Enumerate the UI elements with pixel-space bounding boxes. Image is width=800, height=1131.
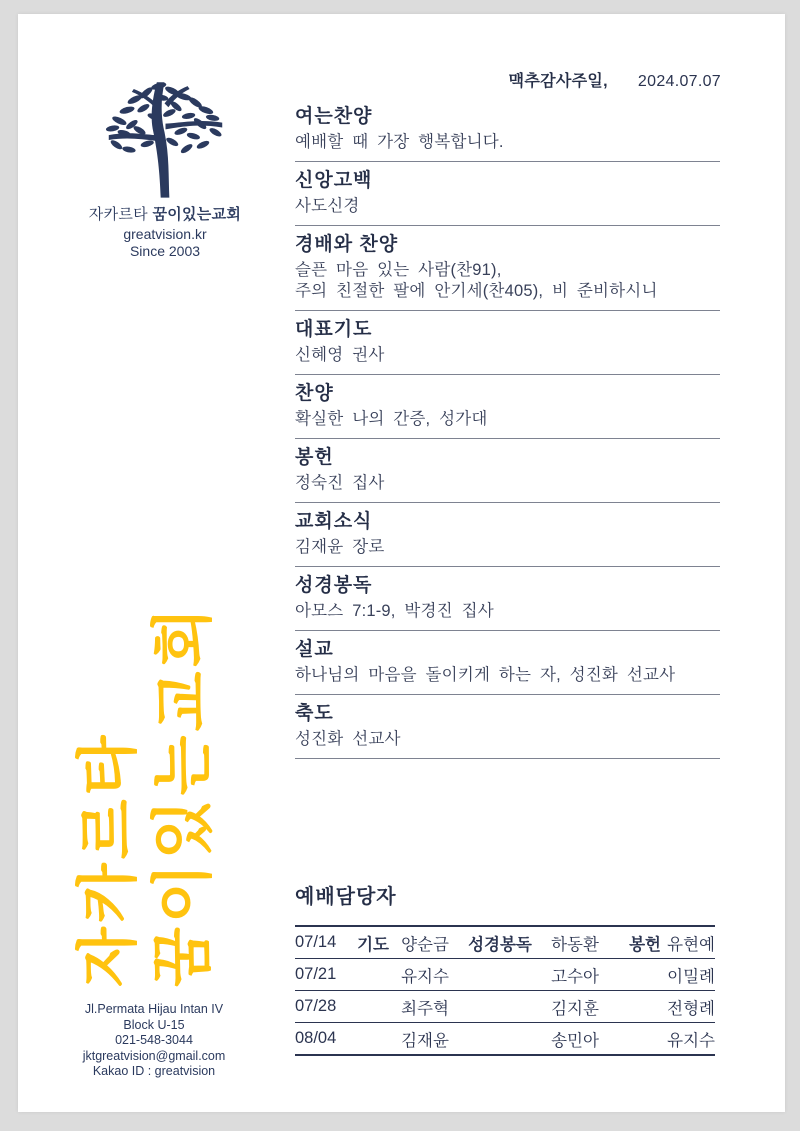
contact-kakao-id: Kakao ID : greatvision: [92, 1064, 216, 1078]
order-item-detail: 김재윤 장로: [295, 538, 385, 556]
cell-prayer-name: 양순금: [401, 935, 449, 954]
church-name-city: 자카르타: [88, 206, 153, 223]
cell-date: 07/21: [295, 965, 337, 983]
order-item-detail: 아모스 7:1-9, 박경진 집사: [295, 602, 494, 620]
banner-line-city: 자카르타: [74, 731, 143, 987]
order-item-title: 설교: [295, 639, 334, 660]
order-item-representative-prayer: [295, 311, 720, 375]
table-row: [295, 959, 715, 991]
label-prayer: 기도: [357, 935, 389, 954]
cell-date: 07/14: [295, 933, 337, 951]
header-date-row: [509, 68, 721, 91]
order-item-detail: 신혜영 권사: [295, 346, 385, 364]
worship-order-list: [295, 106, 720, 759]
contact-block: [54, 1002, 254, 1080]
contact-phone: 021-548-3044: [115, 1033, 193, 1047]
cell-offering-name: 전형례: [667, 999, 715, 1018]
order-item-offering: [295, 439, 720, 503]
table-row: [295, 927, 715, 959]
order-item-detail: 성진화 선교사: [295, 730, 401, 748]
church-logo: [70, 80, 260, 259]
order-item-title: 경배와 찬양: [295, 234, 399, 255]
order-item-detail: 정숙진 집사: [295, 474, 385, 492]
order-item-detail: 슬픈 마음 있는 사람(찬91),: [295, 261, 502, 279]
contact-address-line2: Block U-15: [123, 1017, 185, 1032]
cell-date: 08/04: [295, 1029, 337, 1047]
cell-offering-name: 이밀례: [667, 967, 715, 986]
order-item-worship-praise: [295, 226, 720, 311]
assignments-title: 예배담당자: [295, 886, 397, 908]
order-item-scripture-reading: [295, 567, 720, 631]
vertical-church-name-banner: [71, 583, 221, 987]
order-item-confession: [295, 162, 720, 226]
order-item-detail: 사도신경: [295, 197, 360, 215]
contact-address-line1: Jl.Permata Hijau Intan IV: [84, 1002, 224, 1016]
order-item-title: 신앙고백: [295, 170, 373, 191]
cell-offering-name: 유현예: [667, 935, 715, 954]
cell-offering-name: 유지수: [667, 1031, 715, 1050]
cell-prayer-name: 최주혁: [401, 999, 449, 1018]
order-item-title: 축도: [295, 703, 334, 724]
cell-prayer-name: 김재윤: [401, 1031, 449, 1050]
cell-scripture-name: 고수아: [551, 967, 599, 986]
order-item-title: 여는찬양: [295, 106, 373, 127]
label-scripture: 성경봉독: [468, 935, 532, 954]
order-item-detail: 하나님의 마음을 돌이키게 하는 자, 성진화 선교사: [295, 666, 676, 684]
cell-scripture-name: 하동환: [551, 935, 599, 954]
banner-line-church: 꿈이있는교회: [149, 603, 218, 987]
assignments-table: [295, 925, 715, 1056]
church-since: Since 2003: [129, 243, 201, 259]
order-item-title: 대표기도: [295, 319, 373, 340]
order-item-title: 교회소식: [295, 511, 373, 532]
table-row: [295, 991, 715, 1023]
bulletin-page: [18, 14, 785, 1112]
sunday-title: 맥추감사주일,: [508, 73, 608, 90]
order-item-title: 찬양: [295, 383, 334, 404]
cell-scripture-name: 송민아: [551, 1031, 599, 1050]
label-offering: 봉헌: [629, 935, 661, 954]
order-item-opening-praise: [295, 106, 720, 162]
order-item-detail: 주의 친절한 팔에 안기세(찬405), 비 준비하시니: [295, 282, 658, 300]
church-website: greatvision.kr: [123, 226, 207, 242]
tree-logo-icon: [70, 80, 260, 198]
order-item-title: 봉헌: [295, 447, 334, 468]
church-name-main: 꿈이있는교회: [152, 206, 242, 223]
cell-date: 07/28: [295, 997, 337, 1015]
order-item-detail: 확실한 나의 간증, 성가대: [295, 410, 488, 428]
table-row: [295, 1023, 715, 1054]
cell-prayer-name: 유지수: [401, 967, 449, 986]
cell-scripture-name: 김지훈: [551, 999, 599, 1018]
order-item-benediction: [295, 695, 720, 759]
order-item-detail: 예배할 때 가장 행복합니다.: [295, 133, 504, 151]
order-item-sermon: [295, 631, 720, 695]
order-item-title: 성경봉독: [295, 575, 373, 596]
service-date: 2024.07.07: [637, 73, 721, 90]
order-item-praise: [295, 375, 720, 439]
contact-email: jktgreatvision@gmail.com: [82, 1048, 226, 1063]
order-item-church-news: [295, 503, 720, 567]
church-name: [70, 203, 260, 224]
assignments-section: [295, 880, 715, 1056]
